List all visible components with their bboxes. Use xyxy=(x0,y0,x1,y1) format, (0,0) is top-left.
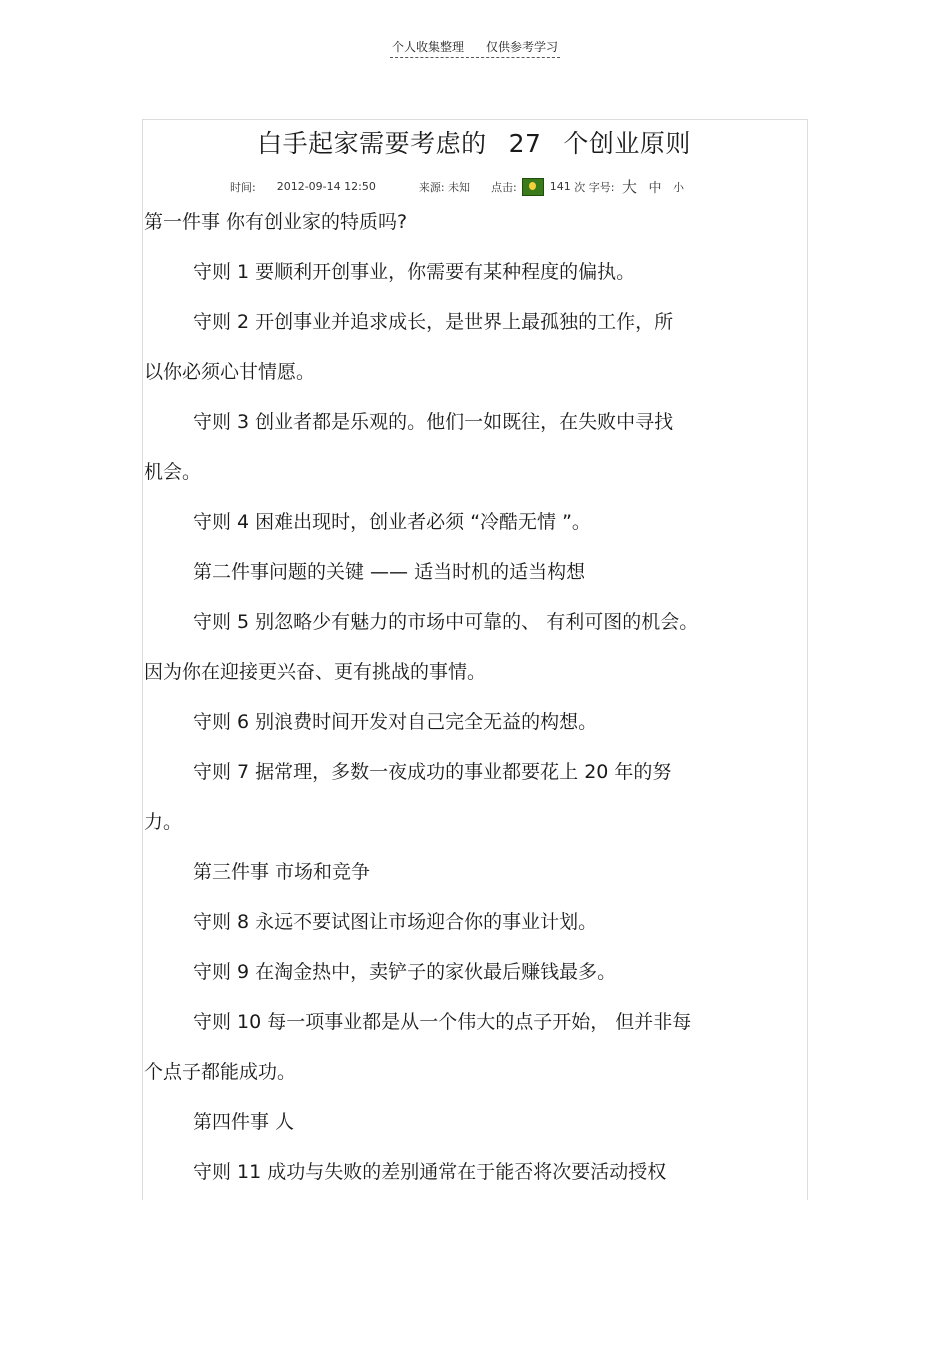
paragraph-line: 守则 7 据常理，多数一夜成功的事业都要花上 20 年的努 xyxy=(193,761,672,783)
paragraph-line: 以你必须心甘情愿。 xyxy=(144,361,316,383)
paragraph-line: 力。 xyxy=(144,811,183,833)
title-number: 27 xyxy=(508,129,542,158)
paragraph-line: 守则 5 别忽略少有魅力的市场中可靠的、 有利可图的机会。 xyxy=(193,611,699,633)
section-heading-1: 第一件事 你有创业家的特质吗? xyxy=(144,211,408,233)
paragraph-line: 守则 3 创业者都是乐观的。他们一如既往，在失败中寻找 xyxy=(193,411,674,433)
clicks-unit: 次 xyxy=(574,180,586,194)
paragraph-line: 个点子都能成功。 xyxy=(144,1061,297,1083)
paragraph-line: 机会。 xyxy=(144,461,202,483)
clicks-label: 点击: xyxy=(491,180,517,194)
section-heading-2: 第二件事问题的关键 —— 适当时机的适当构想 xyxy=(193,561,586,583)
paragraph-line: 守则 9 在淘金热中，卖铲子的家伙最后赚钱最多。 xyxy=(193,961,617,983)
section-heading-3: 第三件事 市场和竞争 xyxy=(193,861,371,883)
paragraph-line: 守则 8 永远不要试图让市场迎合你的事业计划。 xyxy=(193,911,598,933)
section-heading-4: 第四件事 人 xyxy=(193,1111,295,1133)
font-size-medium-link[interactable]: 中 xyxy=(648,181,662,196)
paragraph-line: 守则 2 开创事业并追求成长，是世界上最孤独的工作，所 xyxy=(193,311,674,333)
paragraph-line: 守则 4 困难出现时，创业者必须 “冷酷无情 ”。 xyxy=(193,511,591,533)
header-right-text: 仅供参考学习 xyxy=(486,40,559,54)
source-value: 未知 xyxy=(448,180,471,194)
title-suffix: 个创业原则 xyxy=(563,129,691,158)
header-underline xyxy=(390,38,560,58)
source-label: 来源: xyxy=(418,180,445,194)
font-size-label: 字号: xyxy=(588,180,615,194)
click-counter-icon xyxy=(522,178,544,196)
paragraph-line: 守则 6 别浪费时间开发对自己完全无益的构想。 xyxy=(193,711,598,733)
article-title xyxy=(142,124,806,160)
header-left-text: 个人收集整理 xyxy=(391,40,464,54)
paragraph-line: 因为你在迎接更兴奋、更有挑战的事情。 xyxy=(144,661,487,683)
time-label: 时间: xyxy=(230,180,256,194)
page-header xyxy=(0,38,950,58)
paragraph-line: 守则 10 每一项事业都是从一个伟大的点子开始， 但并非每 xyxy=(193,1011,692,1033)
title-prefix: 白手起家需要考虑的 xyxy=(257,129,487,158)
font-size-large-link[interactable]: 大 xyxy=(622,178,638,196)
font-size-small-link[interactable]: 小 xyxy=(673,180,685,194)
paragraph-line: 守则 1 要顺利开创事业，你需要有某种程度的偏执。 xyxy=(193,261,636,283)
clicks-value: 141 xyxy=(549,180,571,193)
time-value: 2012-09-14 12:50 xyxy=(276,180,376,193)
paragraph-line: 守则 11 成功与失败的差别通常在于能否将次要活动授权 xyxy=(193,1161,667,1183)
article-meta xyxy=(230,176,688,197)
